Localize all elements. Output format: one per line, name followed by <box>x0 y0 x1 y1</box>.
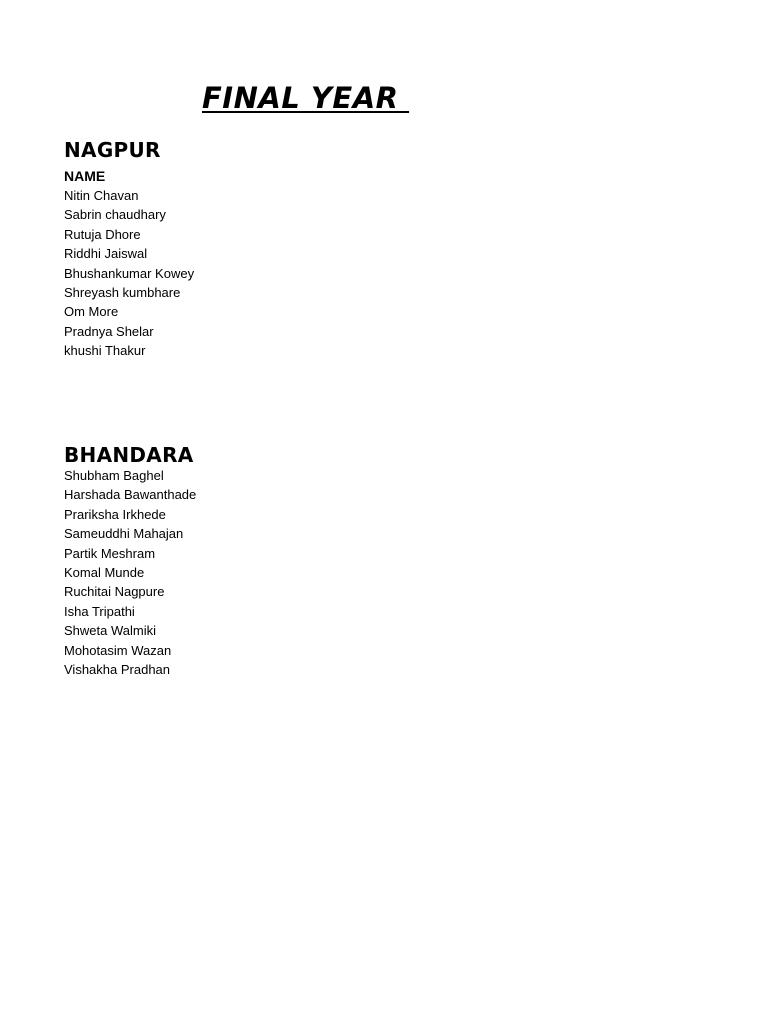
list-item: Nitin Chavan <box>64 188 139 203</box>
list-item: Sabrin chaudhary <box>64 207 166 223</box>
list-item: Bhushankumar Kowey <box>64 265 195 281</box>
name-list-bhandara <box>64 466 196 679</box>
list-item: Isha Tripathi <box>64 603 135 619</box>
list-item: khushi Thakur <box>64 343 146 359</box>
list-item: Shreyash kumbhare <box>64 284 181 300</box>
list-item: Shweta Walmiki <box>64 623 156 639</box>
list-item: Pradnya Shelar <box>64 323 154 339</box>
list-item: Om More <box>64 304 119 320</box>
list-item: Ruchitai Nagpure <box>64 584 165 600</box>
name-list-nagpur <box>64 186 194 361</box>
list-item: Rutuja Dhore <box>64 226 141 242</box>
list-item: Komal Munde <box>64 564 145 580</box>
list-item: Shubham Baghel <box>64 468 164 483</box>
list-item: Mohotasim Wazan <box>64 642 172 658</box>
list-item: Partik Meshram <box>64 545 156 561</box>
list-item: Vishakha Pradhan <box>64 661 171 677</box>
list-item: Riddhi Jaiswal <box>64 246 148 262</box>
section-heading-bhandara: BHANDARA <box>64 443 194 467</box>
page-title: FINAL YEAR <box>202 81 410 115</box>
column-header-name: NAME <box>64 168 106 184</box>
list-item: Prariksha Irkhede <box>64 506 166 522</box>
list-item: Harshada Bawanthade <box>64 487 197 503</box>
section-heading-nagpur: NAGPUR <box>64 138 161 162</box>
list-item: Sameuddhi Mahajan <box>64 526 184 542</box>
